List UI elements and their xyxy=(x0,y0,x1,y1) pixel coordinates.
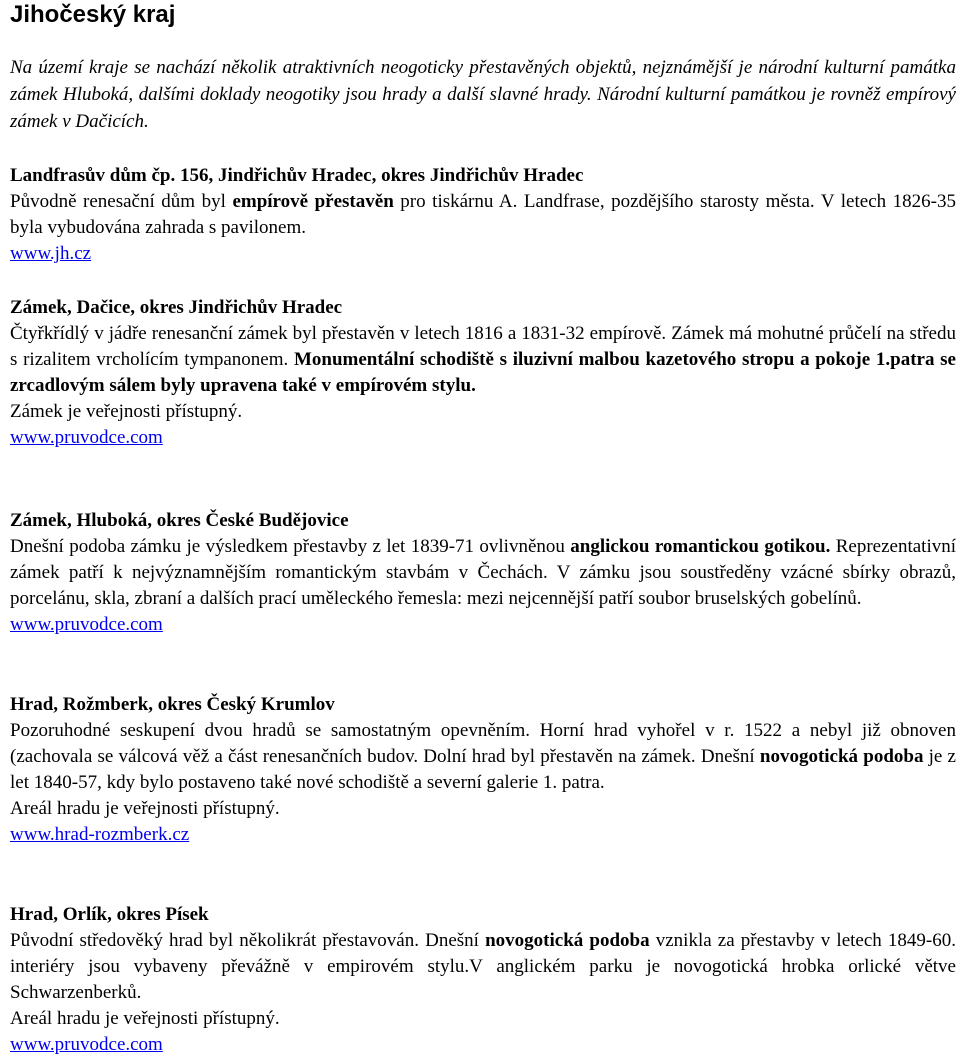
public-access-note: Zámek je veřejnosti přístupný. xyxy=(10,401,243,422)
body-text: Původní středověký hrad byl několikrát přestavován. Dnešní xyxy=(10,930,486,951)
section-dacice xyxy=(10,294,956,451)
intro-paragraph: Na území kraje se nachází několik atraktivních neogoticky přestavěných objektů, nejznámější je národní kulturní památka zámek Hluboká, dalšími doklady neogotiky jsou hrady a další slavné hrady. Národní kulturní památkou je rovněž empírový zámek v Dačicích. xyxy=(10,57,956,132)
section-rozmberk xyxy=(10,691,956,848)
section-heading: Hrad, Orlík, okres Písek xyxy=(10,904,209,925)
website-link[interactable]: www.pruvodce.com xyxy=(10,614,163,635)
section-heading: Zámek, Hluboká, okres České Budějovice xyxy=(10,510,349,531)
body-bold: novogotická podoba xyxy=(485,930,650,951)
body-text: Dnešní podoba zámku je výsledkem přestavby z let 1839-71 ovlivněnou xyxy=(10,536,571,557)
section-landfras xyxy=(10,162,956,267)
body-text: vznikla za přestavby v letech 1849-60. interiéry jsou vybaveny převážně v empirovém stylu.V anglickém parku je novogotická hrobka orlické větve Schwarzenberků. xyxy=(10,930,956,1003)
website-link[interactable]: www.hrad-rozmberk.cz xyxy=(10,824,190,845)
body-bold: anglickou romantickou gotikou. xyxy=(570,536,831,557)
heading-bold: Landfrasův dům čp. xyxy=(10,165,176,186)
section-body xyxy=(10,718,956,796)
body-text: pro tiskárnu A. Landfrase, pozdějšího starosty města. V letech 1826-35 byla vybudována zahrada s pavilonem. xyxy=(10,191,956,238)
body-text: Čtyřkřídlý v jádře renesanční zámek byl přestavěn v letech 1816 a 1831-32 empírově. Zámek má mohutné průčelí na středu s rizalitem vrcholícím tympanonem. xyxy=(10,323,956,370)
website-link[interactable]: www.pruvodce.com xyxy=(10,427,163,448)
page-title: Jihočeský kraj xyxy=(10,1,176,28)
body-bold: Monumentální schodiště s iluzivní malbou kazetového stropu a pokoje 1.patra se zrcadlovým sálem byly upravena také v empírovém stylu. xyxy=(10,349,956,396)
section-body xyxy=(10,928,956,1006)
body-bold: novogotická podoba xyxy=(759,746,924,767)
section-hluboka xyxy=(10,507,956,638)
section-heading: Hrad, Rožmberk, okres Český Krumlov xyxy=(10,694,335,715)
section-orlik xyxy=(10,901,956,1058)
public-access-note: Areál hradu je veřejnosti přístupný. xyxy=(10,798,280,819)
website-link[interactable]: www.pruvodce.com xyxy=(10,1034,163,1055)
heading-rest: 156, Jindřichův Hradec, okres Jindřichův Hradec xyxy=(175,165,584,186)
section-body xyxy=(10,189,956,241)
body-text: Reprezentativní zámek patří k nejvýznamnějším romantickým stavbám v Čechách. V zámku jsou soustředěny vzácné sbírky obrazů, porcelánu, skla, zbraní a dalších prací uměleckého řemesla: mezi nejcennější patří soubor bruselských gobelínů. xyxy=(10,536,957,609)
section-body xyxy=(10,534,956,612)
body-text: Pozoruhodné seskupení dvou hradů se samostatným opevněním. Horní hrad vyhořel v r. 1522 a nebyl již obnoven (zachovala se válcová věž a část renesančních budov. Dolní hrad byl přestavěn na zámek. Dnešní xyxy=(10,720,956,767)
website-link[interactable]: www.jh.cz xyxy=(10,243,92,264)
section-heading xyxy=(10,162,956,189)
body-text: je z let 1840-57, kdy bylo postaveno také nové schodiště a severní galerie 1. patra. xyxy=(10,746,956,793)
public-access-note: Areál hradu je veřejnosti přístupný. xyxy=(10,1008,280,1029)
section-body xyxy=(10,321,956,399)
body-text: Původně renesační dům byl xyxy=(10,191,233,212)
section-heading: Zámek, Dačice, okres Jindřichův Hradec xyxy=(10,297,343,318)
body-bold: empírově přestavěn xyxy=(232,191,394,212)
